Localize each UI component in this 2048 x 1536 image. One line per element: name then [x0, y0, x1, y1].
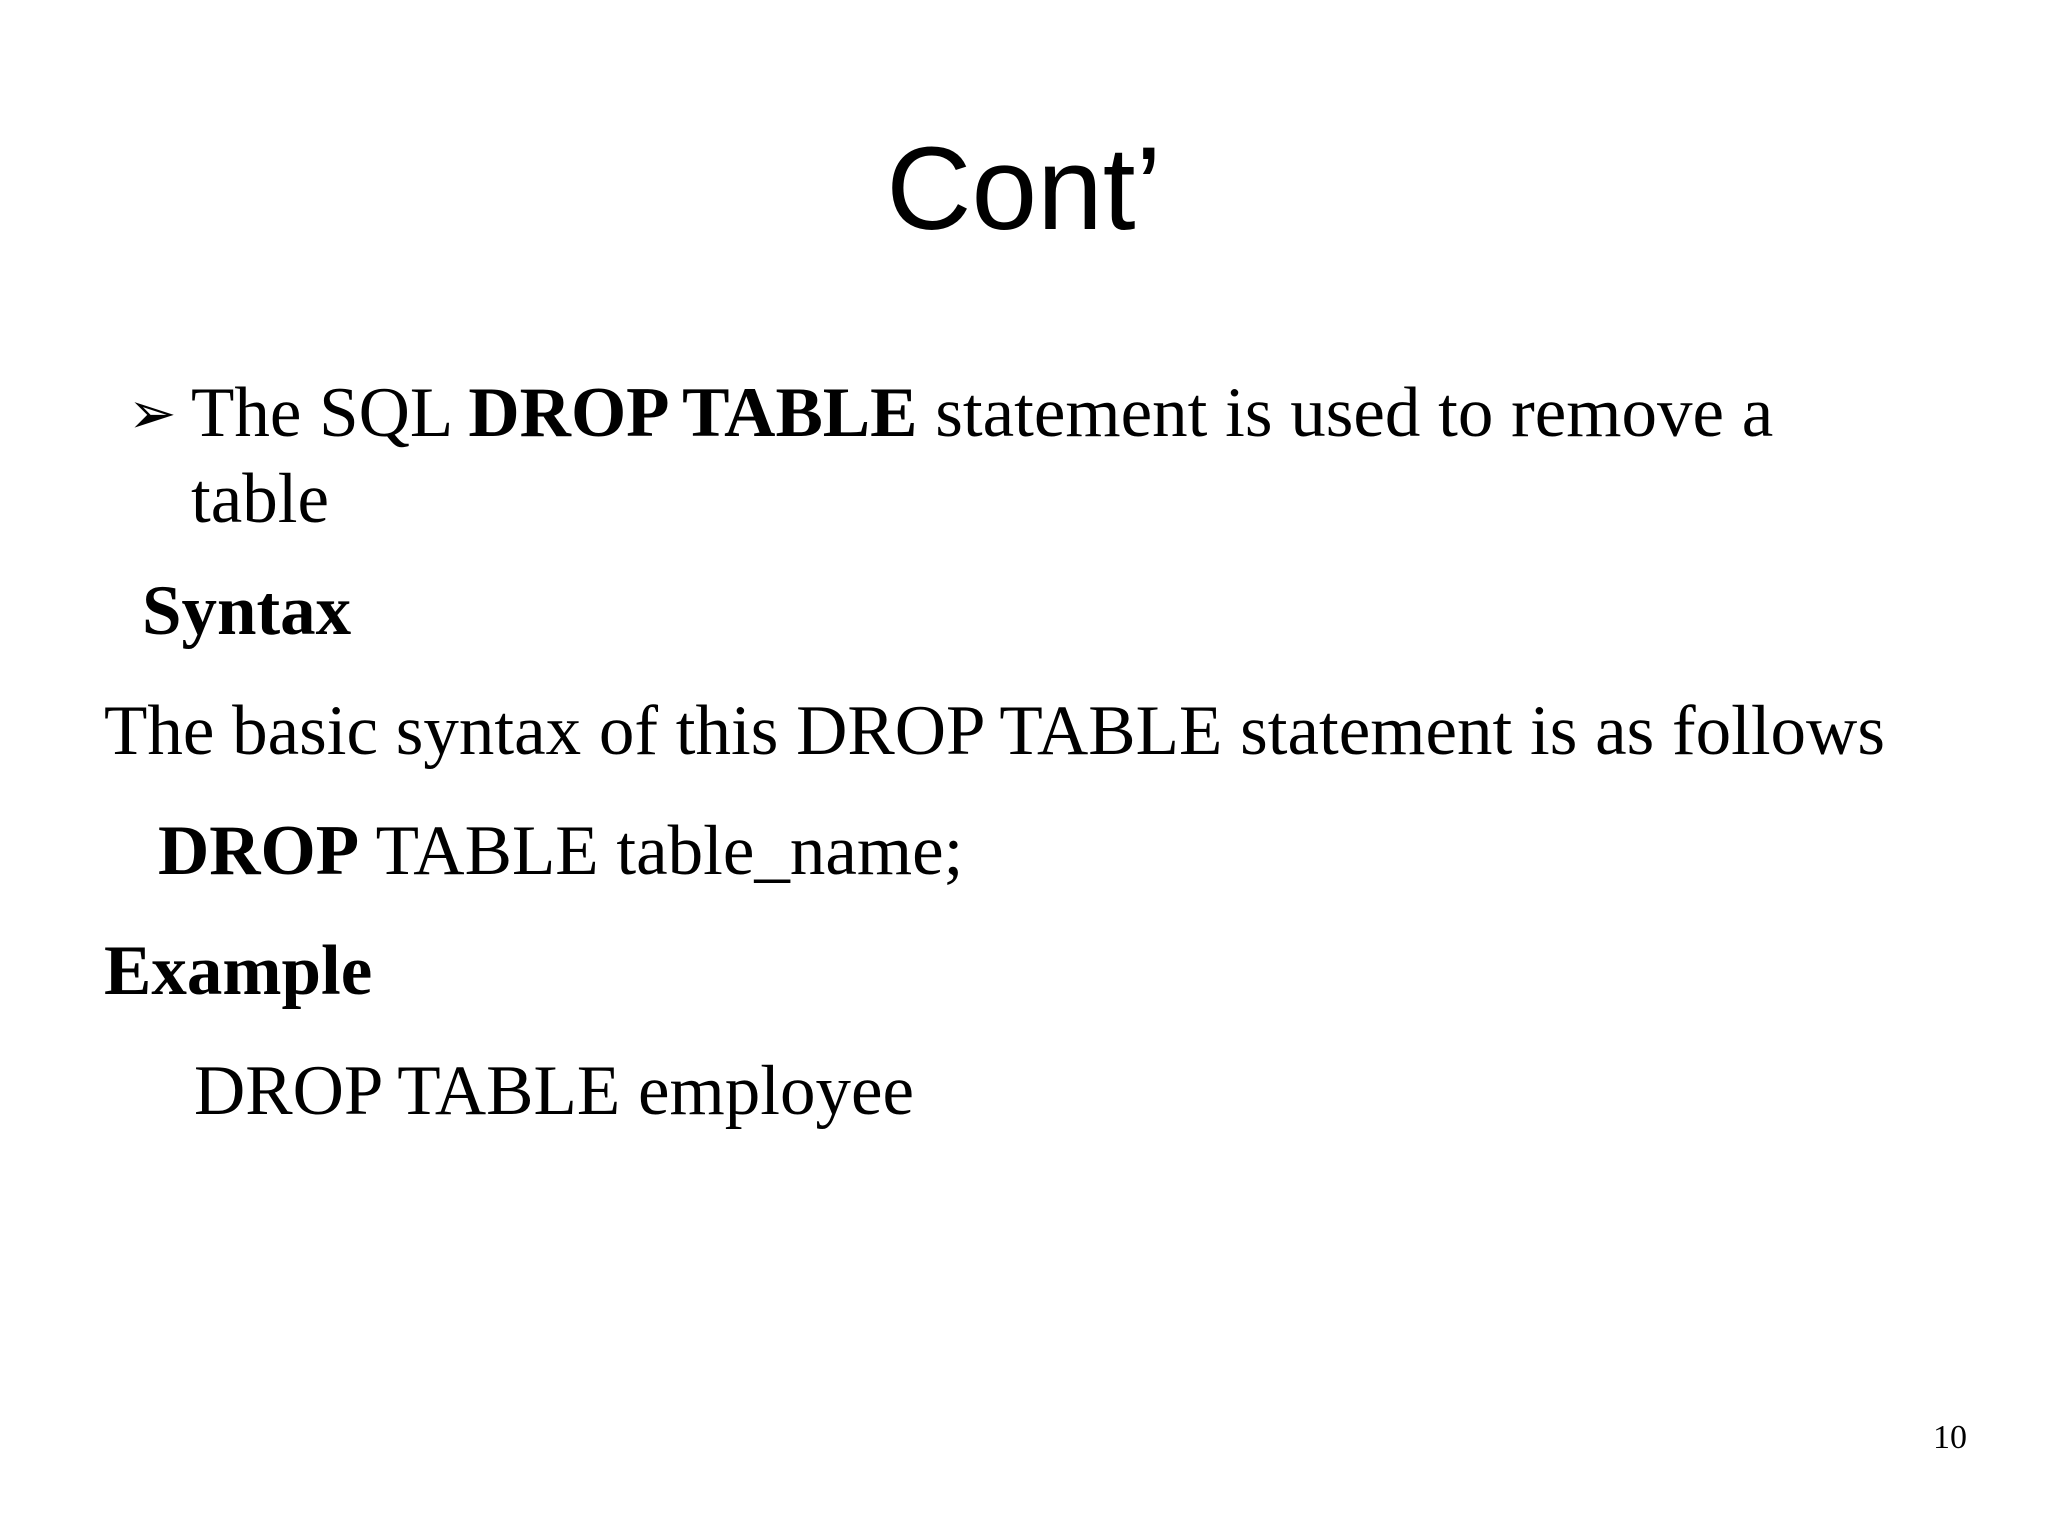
- bullet-point: [128, 370, 1868, 542]
- example-heading: Example: [104, 932, 373, 1010]
- bullet-text-after: statement is used to remove a table: [191, 374, 1774, 538]
- bullet-text-bold: DROP TABLE: [468, 374, 918, 452]
- syntax-keyword: DROP: [158, 812, 360, 890]
- bullet-text-before: The SQL: [191, 374, 469, 452]
- syntax-heading: Syntax: [142, 572, 352, 650]
- page-number: 10: [1933, 1419, 1967, 1456]
- arrow-bullet-icon: ➢: [128, 379, 177, 447]
- bullet-text: [191, 370, 1868, 542]
- syntax-description: The basic syntax of this DROP TABLE statement is as follows: [104, 692, 1885, 770]
- syntax-code-rest: TABLE table_name;: [359, 812, 964, 890]
- example-code: DROP TABLE employee: [194, 1052, 915, 1130]
- syntax-code: [158, 808, 963, 894]
- slide-title: Cont’: [886, 123, 1162, 255]
